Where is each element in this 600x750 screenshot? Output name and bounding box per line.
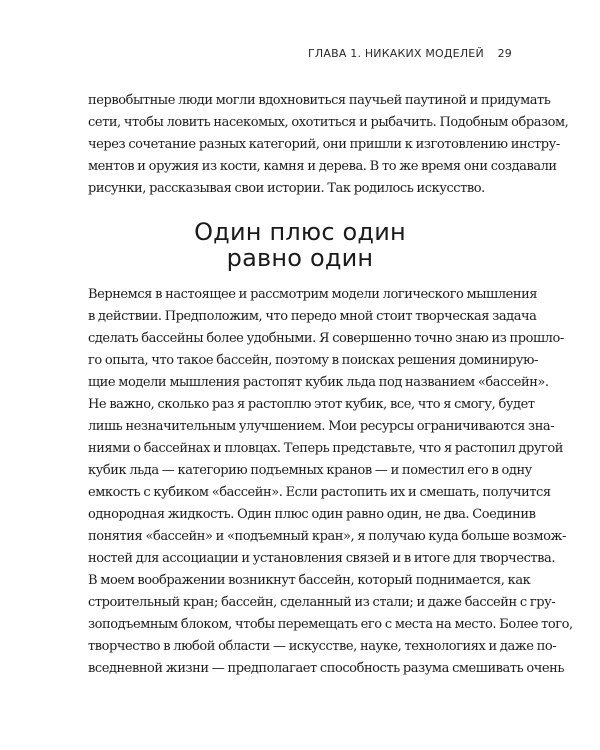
paragraph-2-line: в действии. Предположим, что передо мной стоит творческая задача <box>88 309 537 324</box>
paragraph-2-line: ниями о бассейнах и пловцах. Теперь представьте, что я растопил другой <box>88 441 564 456</box>
paragraph-2-line: зоподъемным блоком, чтобы перемещать его с места на место. Более того, <box>88 617 573 632</box>
running-header <box>308 47 512 60</box>
paragraph-2-line: щие модели мышления растопят кубик льда под названием «бассейн». <box>88 375 549 390</box>
chapter-title: ГЛАВА 1. НИКАКИХ МОДЕЛЕЙ <box>307 47 484 60</box>
paragraph-1-line: сети, чтобы ловить насекомых, охотиться и рыбачить. Подобным образом, <box>88 115 569 130</box>
paragraph-2-line: однородная жидкость. Один плюс один равно один, не два. Соединив <box>88 507 536 522</box>
paragraph-2-line: ностей для ассоциации и установления связей и в итоге для творчества. <box>88 551 555 566</box>
paragraph-2-line: В моем воображении возникнут бассейн, который поднимается, как <box>88 573 531 588</box>
paragraph-1-line: первобытные люди могли вдохновиться паучьей паутиной и придумать <box>88 93 551 108</box>
paragraph-2-line: го опыта, что такое бассейн, поэтому в поисках решения доминирую- <box>88 353 538 368</box>
paragraph-2-line: вседневной жизни — предполагает способность разума смешивать очень <box>88 661 564 676</box>
paragraph-2-line: творчество в любой области — искусстве, науке, технологиях и даже по- <box>88 639 557 654</box>
paragraph-1-line: через сочетание разных категорий, они пришли к изготовлению инстру- <box>88 137 560 152</box>
paragraph-1-line: ментов и оружия из кости, камня и дерева. В то же время они создавали <box>88 159 557 174</box>
paragraph-2-line: кубик льда — категорию подъемных кранов — и поместил его в одну <box>88 463 532 478</box>
paragraph-2-line: Вернемся в настоящее и рассмотрим модели логического мышления <box>88 287 538 302</box>
paragraph-2-line: лишь незначительным улучшением. Мои ресурсы ограничиваются зна- <box>88 419 555 434</box>
paragraph-2-line: сделать бассейны более удобными. Я совершенно точно знаю из прошло- <box>88 331 564 346</box>
section-heading-line-2: равно один <box>226 244 374 272</box>
paragraph-2-line: Не важно, сколько раз я растоплю этот кубик, все, что я смогу, будет <box>88 397 535 412</box>
paragraph-2-line: емкость с кубиком «бассейн». Если растопить их и смешать, получится <box>88 485 551 500</box>
page-number: 29 <box>497 47 512 60</box>
paragraph-2-line: понятия «бассейн» и «подъемный кран», я получаю куда больше возмож- <box>88 529 566 544</box>
paragraph-1-line: рисунки, рассказывая свои истории. Так родилось искусство. <box>88 181 485 196</box>
paragraph-2-line: строительный кран; бассейн, сделанный из стали; и даже бассейн с гру- <box>88 595 556 610</box>
section-heading-line-1: Один плюс один <box>194 218 406 246</box>
